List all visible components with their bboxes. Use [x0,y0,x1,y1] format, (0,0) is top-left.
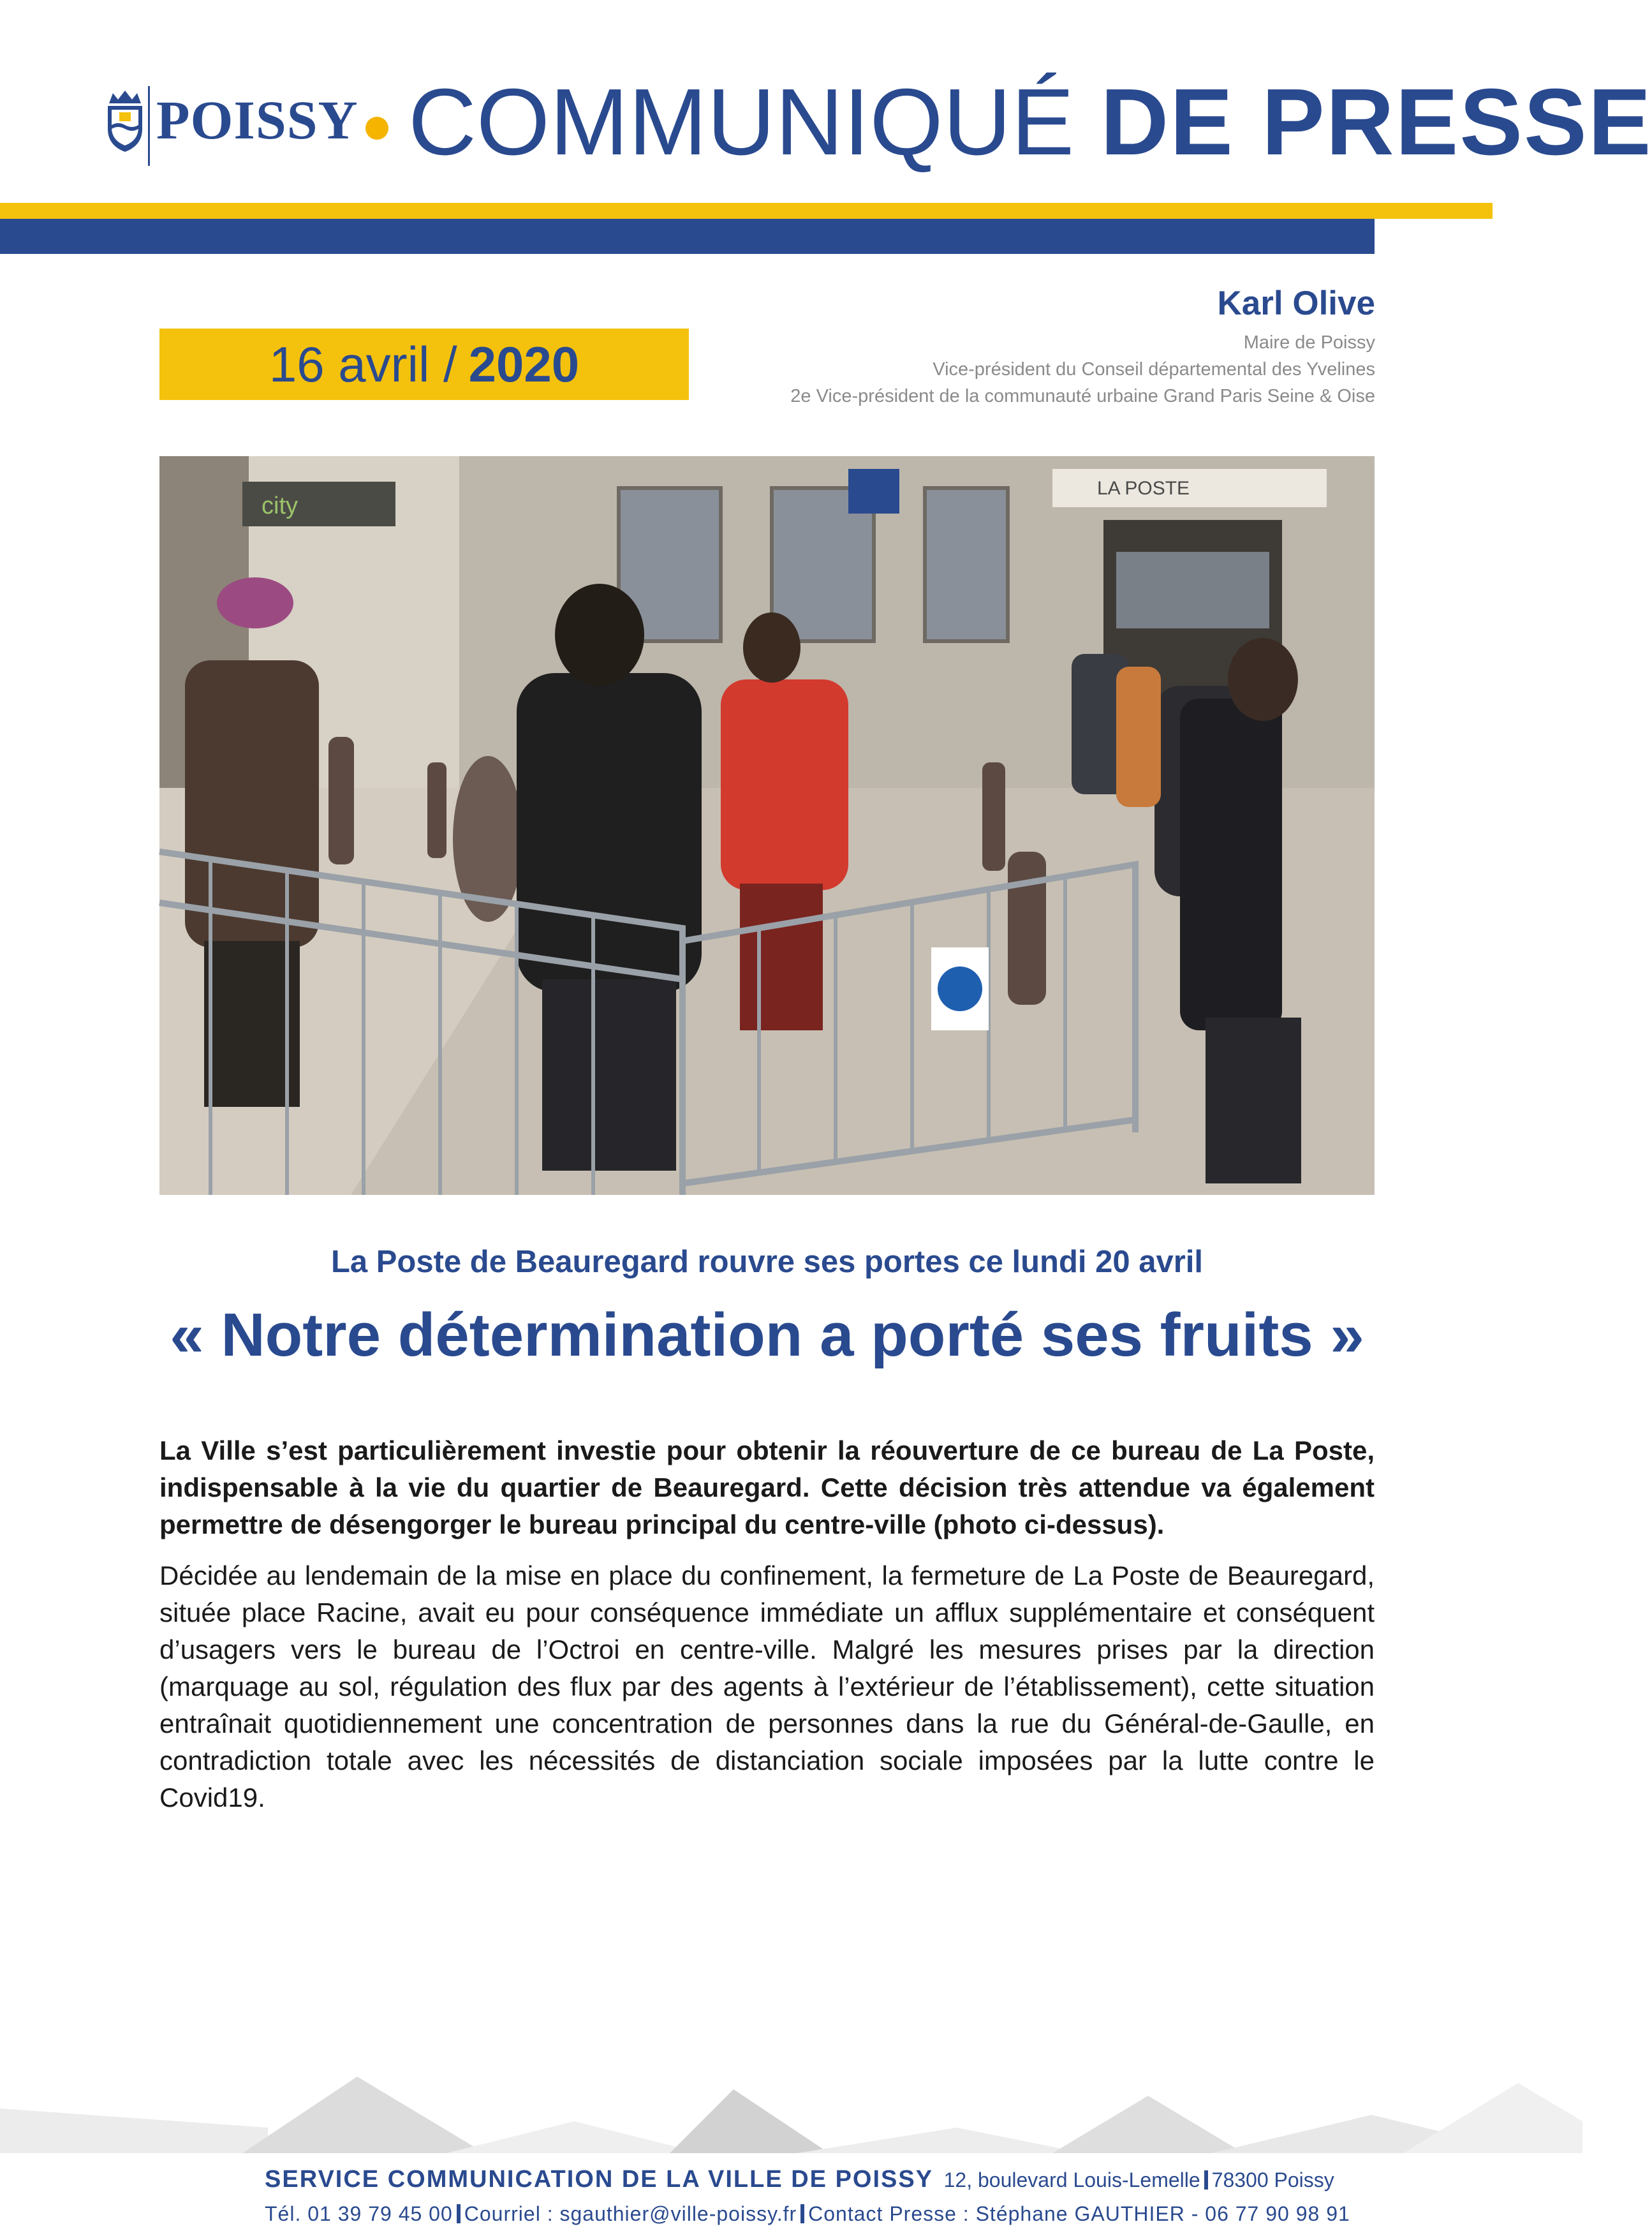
header-blue-stripe [0,219,1375,254]
article-headline: « Notre détermination a porté ses fruits » [170,1301,1364,1369]
article-kicker: La Poste de Beauregard rouvre ses portes ce lundi 20 avril [330,1245,1204,1279]
post-office-queue-photo [159,456,1375,1195]
mayor-role-1: Maire de Poissy [1243,332,1375,353]
footer-service: SERVICE COMMUNICATION DE LA VILLE DE POISSY [265,2166,934,2193]
footer-separator [1204,2170,1208,2190]
mayor-block [790,284,1375,410]
footer-separator [457,2204,461,2223]
footer-contact: Contact Presse : Stéphane GAUTHIER - 06 77 90 98 91 [808,2202,1350,2225]
sign-la-poste: LA POSTE [1097,478,1190,499]
press-release-title [408,70,1652,175]
date-day: 16 avril / [269,336,457,392]
article-intro: La Ville s’est particulièrement investie pour obtenir la réouverture de ce bureau de La Poste, indispensable à la vie du quartier de Beauregard. Cette décision très attendue va également permettre de désengorger le bureau principal du centre-ville (photo ci-dessus). [159,1435,1375,1539]
article-body [159,1432,1375,1816]
footer-phone: Tél. 01 39 79 45 00 [265,2202,453,2225]
brand-dot [365,117,388,140]
date-year: 2020 [468,336,580,392]
brand-name: POISSY [156,89,358,151]
mayor-name: Karl Olive [1217,285,1375,322]
header-yellow-stripe [0,203,1493,219]
article-paragraph: Décidée au lendemain de la mise en place du confinement, la fermeture de La Poste de Beauregard, située place Racine, avait eu pour conséquence immédiate un afflux supplémentaire et conséquent d’usagers vers le bureau de l’Octroi en centre-ville. Malgré les mesures prises par la direction (marquage au sol, régulation des flux par des agents à l’extérieur de l’établissement), cette situation entraînait quotidiennement une concentration de personnes dans la rue du Général-de-Gaulle, en contradiction totale avec les nécessités de distanciation sociale imposées par la lutte contre le Covid19. [159,1560,1375,1812]
footer-separator [800,2204,804,2223]
sign-city: city [262,493,298,519]
footer-address: 12, boulevard Louis-Lemelle [943,2168,1200,2191]
mayor-role-3: 2e Vice-président de la communauté urbaine Grand Paris Seine & Oise [790,386,1375,406]
footer-decoration [0,2070,1582,2153]
footer-email[interactable]: Courriel : sgauthier@ville-poissy.fr [464,2202,797,2225]
footer-line-1 [265,2166,1334,2193]
poissy-crest-logo [105,89,145,153]
footer-line-2 [265,2202,1350,2226]
date-banner [159,329,689,400]
title-bold: DE PRESSE [1100,70,1652,175]
mayor-role-2: Vice-président du Conseil départemental des Yvelines [933,359,1375,380]
title-light: COMMUNIQUÉ [408,70,1075,175]
brand-divider [148,86,150,166]
footer-postcode: 78300 Poissy [1211,2168,1334,2191]
